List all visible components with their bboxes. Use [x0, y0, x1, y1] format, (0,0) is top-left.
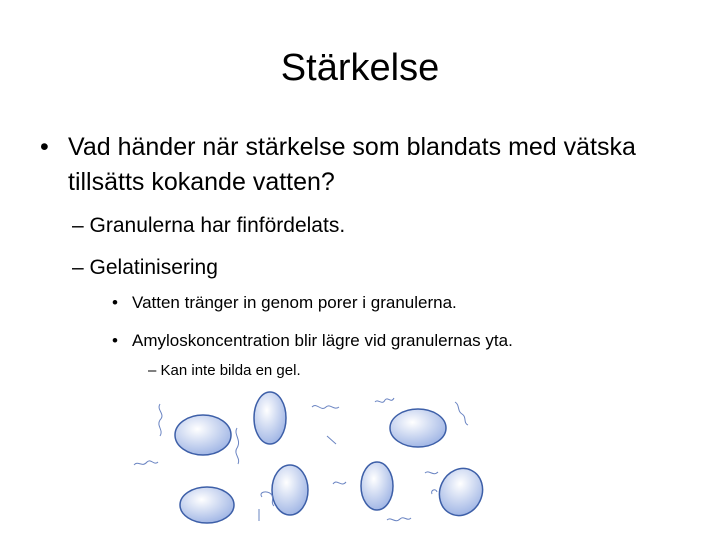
amylose-strand	[455, 402, 468, 425]
granule	[361, 462, 393, 510]
granule	[180, 487, 234, 523]
bullet-level3-a	[112, 291, 672, 315]
bullet-level4-a: – Kan inte bilda en gel.	[148, 362, 301, 379]
bullet-dot: •	[40, 133, 49, 161]
amylose-strand	[134, 461, 158, 465]
amylose-strand	[375, 398, 394, 402]
bullet-level3-b-text: Amyloskoncentration blir lägre vid granulernas yta.	[132, 331, 513, 350]
granule	[432, 461, 490, 522]
bullet-level2-b: – Gelatinisering	[72, 256, 218, 279]
amylose-strand	[432, 490, 437, 494]
amylose-strand	[327, 436, 336, 444]
bullet-dot: •	[112, 331, 118, 350]
amylose-strand	[312, 406, 339, 409]
bullet-level3-a-text: Vatten tränger in genom porer i granulerna.	[132, 293, 457, 312]
amylose-strand	[387, 518, 411, 521]
bullet-level1-text: Vad händer när stärkelse som blandats med vätska tillsätts kokande vatten?	[68, 133, 636, 196]
slide-title: Stärkelse	[280, 47, 440, 89]
granule	[390, 409, 446, 447]
bullet-level3-b	[112, 329, 672, 353]
amylose-strand	[236, 428, 239, 464]
bullet-level2-a: – Granulerna har finfördelats.	[72, 214, 346, 237]
granule	[272, 465, 308, 515]
amylose-strand	[425, 472, 438, 474]
granule	[254, 392, 286, 444]
bullet-level1	[40, 130, 680, 200]
amylose-strand	[159, 404, 162, 436]
bullet-dot: •	[112, 293, 118, 312]
granule	[175, 415, 231, 455]
amylose-strand	[333, 482, 346, 484]
starch-granules-illustration	[120, 380, 560, 540]
